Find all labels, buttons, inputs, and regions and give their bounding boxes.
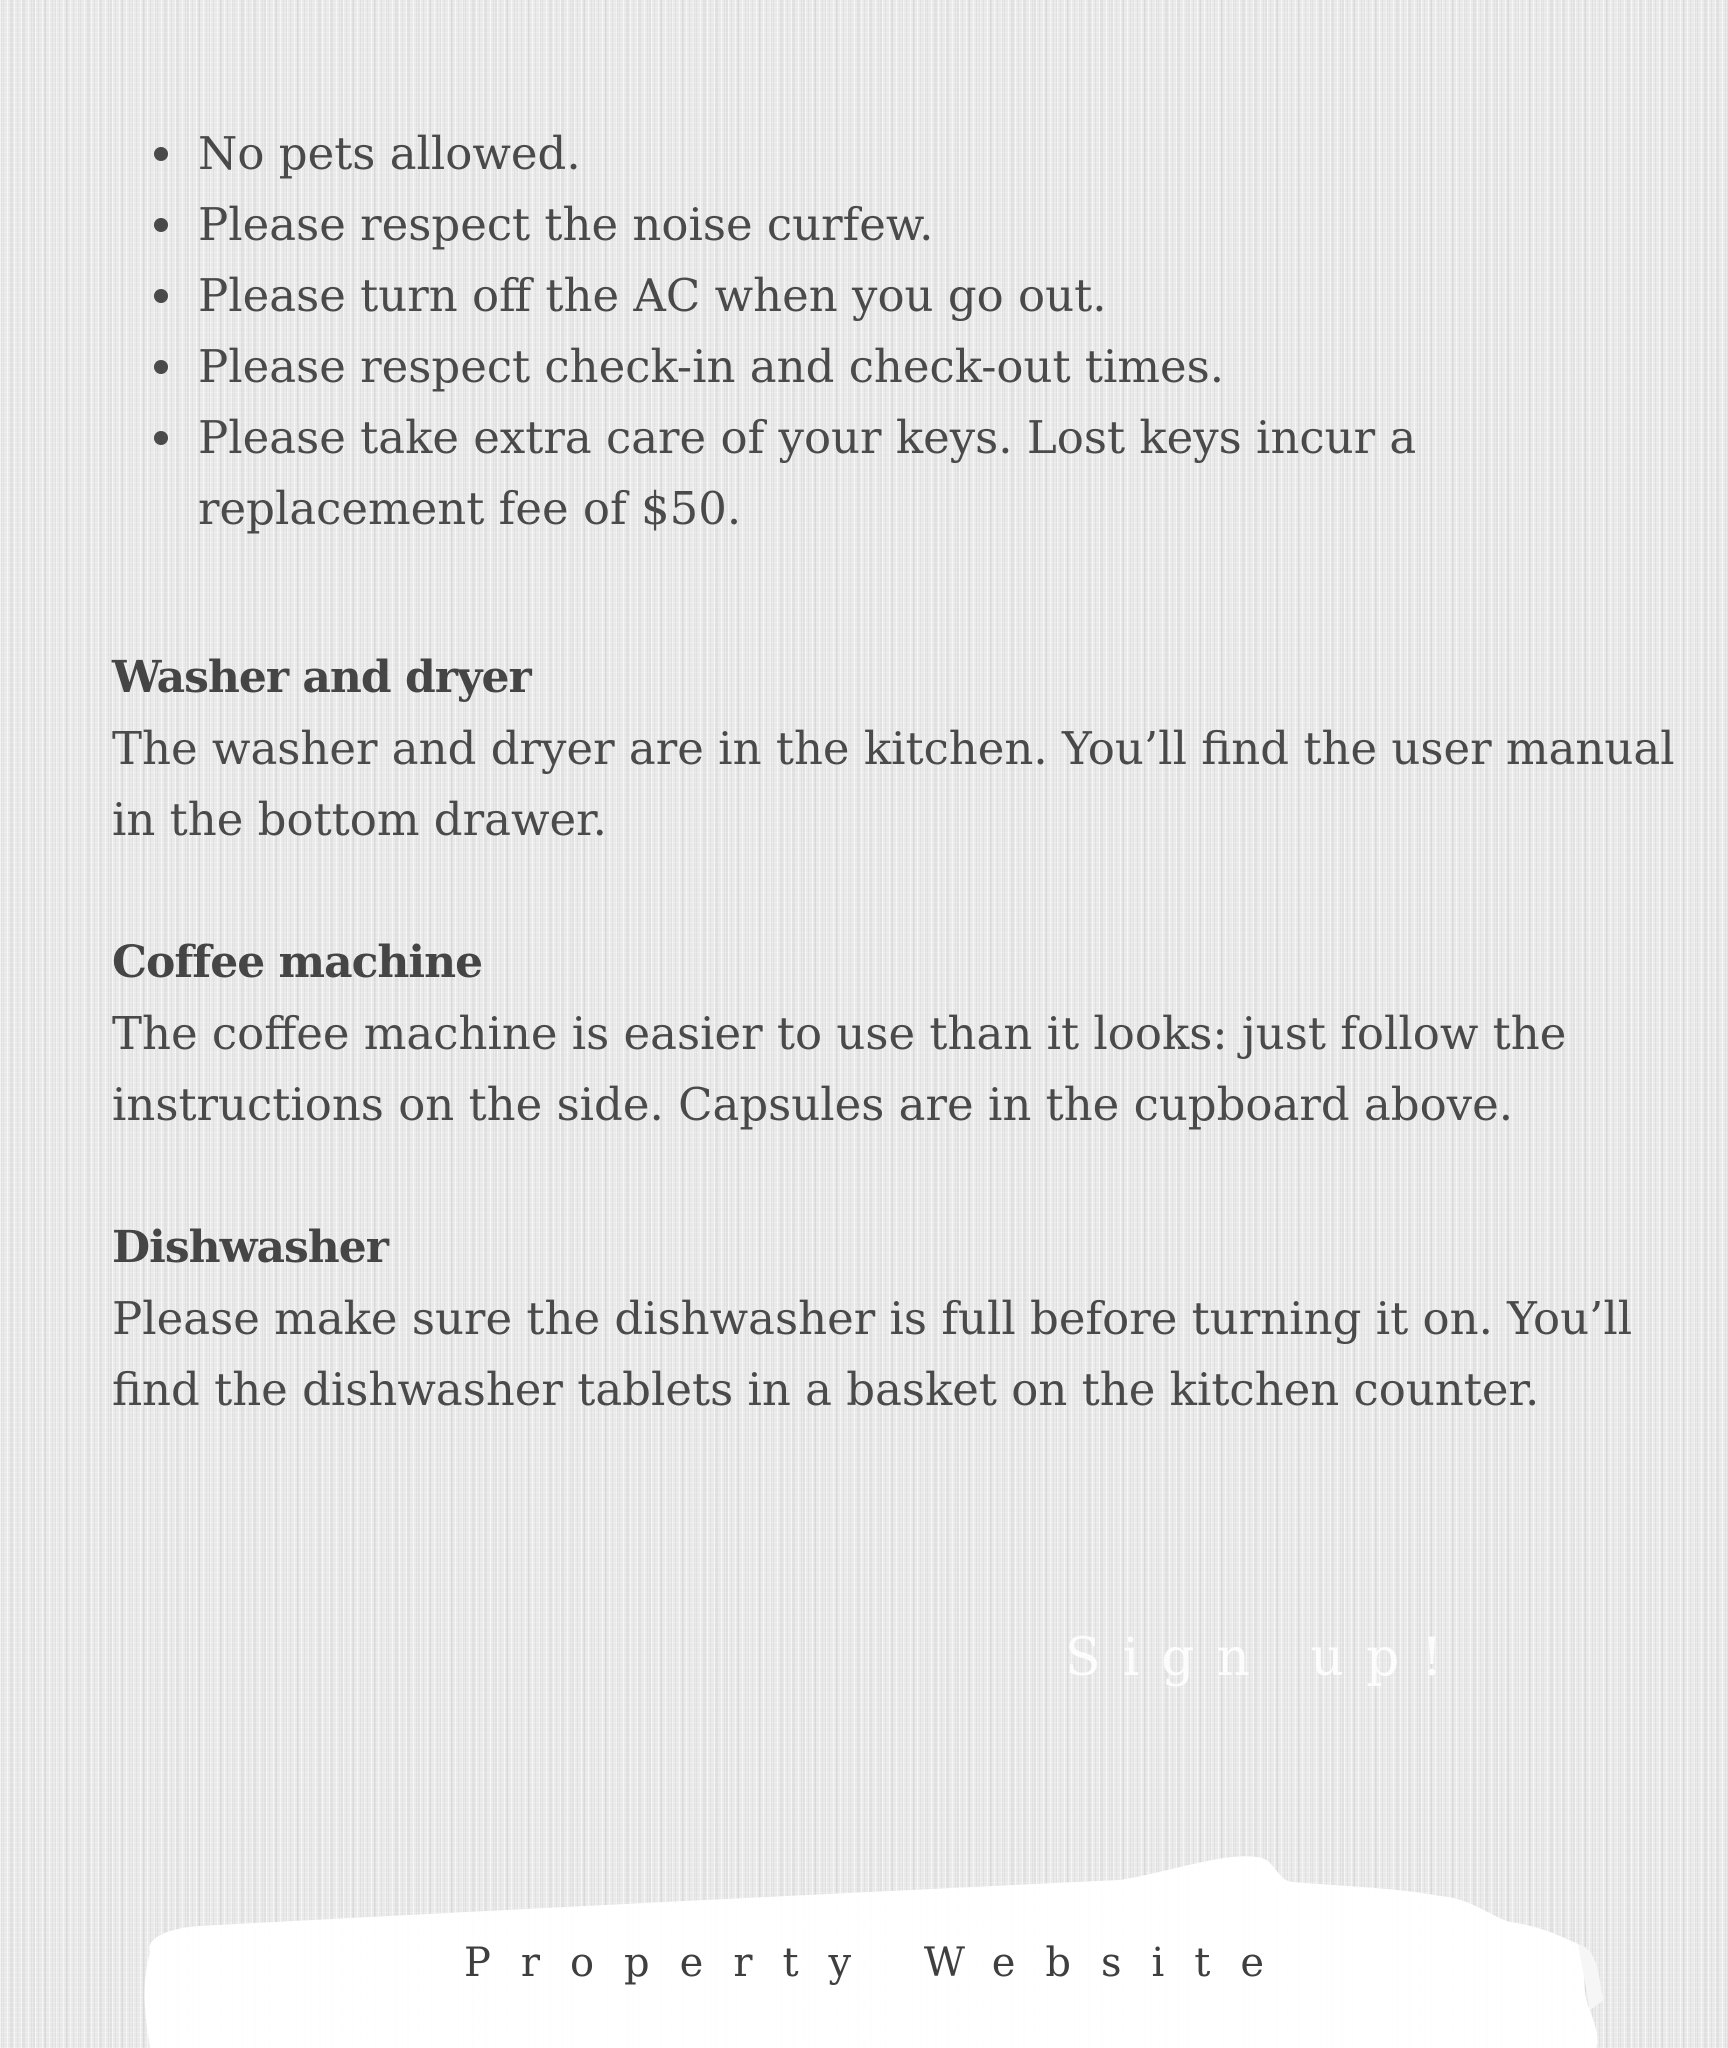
- property-website-link[interactable]: Property Website: [463, 1940, 1295, 1986]
- list-item: [112, 189, 1598, 260]
- section-body: The washer and dryer are in the kitchen. You’ll find the user manual in the bottom drawer.: [112, 722, 1675, 846]
- section-body: Please make sure the dishwasher is full before turning it on. You’ll find the dishwasher tablets in a basket on the kitchen counter.: [112, 1292, 1633, 1416]
- bullet-icon: [154, 289, 168, 303]
- list-item: [112, 331, 1598, 402]
- rule-text: No pets allowed.: [198, 127, 581, 180]
- rule-text: Please turn off the AC when you go out.: [198, 269, 1107, 322]
- section-heading: Washer and dryer: [112, 652, 531, 703]
- list-item: [112, 260, 1598, 331]
- sign-up-link[interactable]: Sign up!: [1065, 1628, 1465, 1688]
- bullet-icon: [154, 218, 168, 232]
- bullet-icon: [154, 360, 168, 374]
- list-item: [112, 402, 1598, 544]
- list-item: [112, 118, 1598, 189]
- section-body: The coffee machine is easier to use than it looks: just follow the instructions on the side. Capsules are in the cupboard above.: [112, 1007, 1567, 1131]
- rule-text: Please respect check-in and check-out times.: [198, 340, 1225, 393]
- bullet-icon: [154, 431, 168, 445]
- section-heading: Coffee machine: [112, 937, 483, 988]
- bullet-icon: [154, 147, 168, 161]
- section-coffee-machine: [112, 927, 1692, 1140]
- rule-text: Please respect the noise curfew.: [198, 198, 934, 251]
- house-rules-content: [112, 118, 1692, 1425]
- house-rules-list: [112, 118, 1692, 544]
- section-heading: Dishwasher: [112, 1222, 388, 1273]
- section-washer-dryer: [112, 642, 1692, 855]
- section-dishwasher: [112, 1212, 1692, 1425]
- rule-text: Please take extra care of your keys. Lost keys incur a replacement fee of $50.: [198, 411, 1417, 535]
